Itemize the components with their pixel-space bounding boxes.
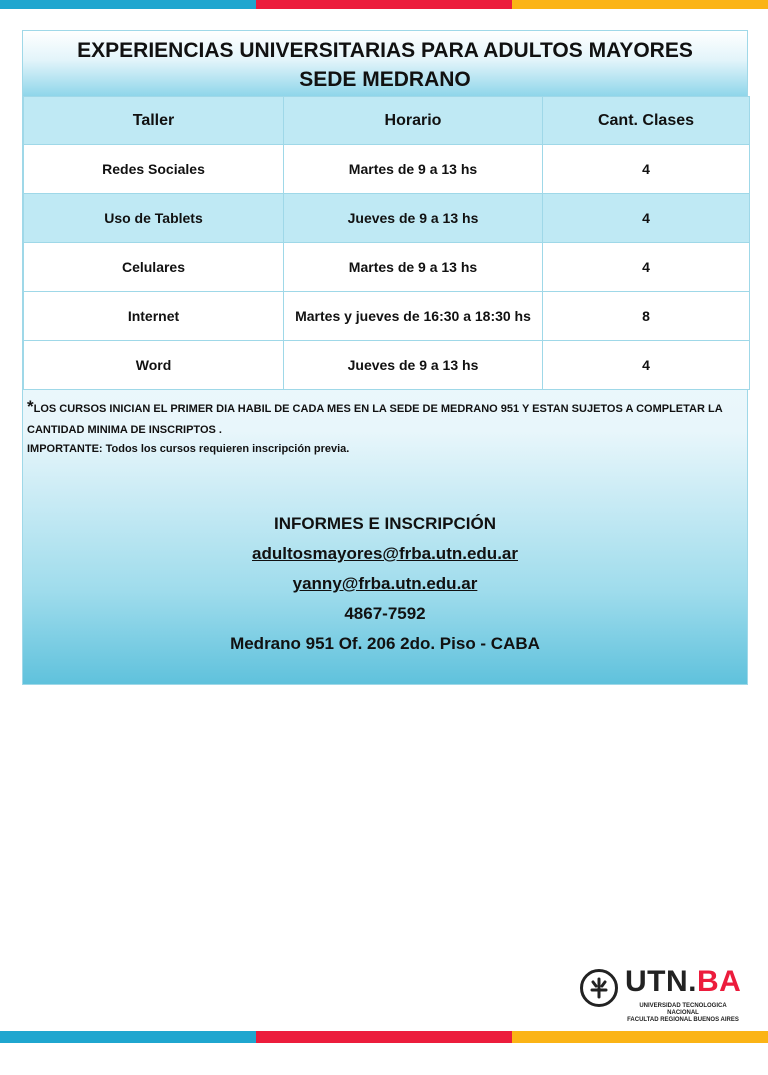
email-link-yanny[interactable]: yanny@frba.utn.edu.ar: [292, 574, 478, 593]
table-row: [24, 194, 750, 243]
table-row: [24, 145, 750, 194]
cell-cant-clases: 4: [543, 341, 750, 390]
cell-horario: Martes de 9 a 13 hs: [284, 145, 543, 194]
logo-wordmark: [625, 965, 741, 999]
cell-horario: Martes y jueves de 16:30 a 18:30 hs: [284, 292, 543, 341]
notes-important: IMPORTANTE: Todos los cursos requieren inscripción previa.: [27, 443, 350, 455]
course-panel: [22, 30, 748, 685]
logo-subtitle: [627, 1003, 739, 1024]
stripe-red: [256, 0, 512, 9]
course-notes: [23, 390, 747, 457]
cell-horario: Jueves de 9 a 13 hs: [284, 341, 543, 390]
asterisk: *: [27, 397, 34, 416]
cell-taller: Redes Sociales: [24, 145, 284, 194]
page-title: [23, 31, 747, 96]
cell-taller: Internet: [24, 292, 284, 341]
logo-sub-line-2: FACULTAD REGIONAL BUENOS AIRES: [627, 1017, 739, 1023]
stripe-blue: [0, 1031, 256, 1043]
table-row: [24, 243, 750, 292]
logo-word-utn: UTN.: [625, 965, 697, 998]
table-row: [24, 292, 750, 341]
cell-cant-clases: 4: [543, 145, 750, 194]
cell-cant-clases: 4: [543, 194, 750, 243]
cell-horario: Jueves de 9 a 13 hs: [284, 194, 543, 243]
table-header-row: [24, 97, 750, 145]
course-table: [23, 96, 750, 390]
cell-taller: Word: [24, 341, 284, 390]
utn-emblem-icon: [580, 969, 618, 1007]
contact-heading: INFORMES E INSCRIPCIÓN: [274, 514, 496, 533]
cell-cant-clases: 4: [543, 243, 750, 292]
stripe-red: [256, 1031, 512, 1043]
cell-horario: Martes de 9 a 13 hs: [284, 243, 543, 292]
stripe-blue: [0, 0, 256, 9]
title-line-1: EXPERIENCIAS UNIVERSITARIAS PARA ADULTOS MAYORES: [77, 39, 693, 62]
contact-address: Medrano 951 Of. 206 2do. Piso - CABA: [230, 634, 540, 653]
stripe-yellow: [512, 1031, 768, 1043]
cell-taller: Uso de Tablets: [24, 194, 284, 243]
cell-taller: Celulares: [24, 243, 284, 292]
notes-start-text: LOS CURSOS INICIAN EL PRIMER DIA HABIL DE CADA MES EN LA SEDE DE MEDRANO 951 Y ESTAN SUJETOS A COMPLETAR LA CANTIDAD MINIMA DE INSCRIPTOS .: [27, 403, 723, 436]
stripe-yellow: [512, 0, 768, 9]
column-header-horario: Horario: [284, 97, 543, 145]
column-header-cant-clases: Cant. Clases: [543, 97, 750, 145]
cell-cant-clases: 8: [543, 292, 750, 341]
logo-sub-line-1: UNIVERSIDAD TECNOLOGICA NACIONAL: [639, 1003, 727, 1016]
contact-phone: 4867-7592: [344, 604, 426, 623]
title-line-2: SEDE MEDRANO: [299, 68, 471, 91]
table-row: [24, 341, 750, 390]
logo-word-ba: BA: [697, 965, 742, 998]
email-link-adultosmayores[interactable]: adultosmayores@frba.utn.edu.ar: [252, 544, 518, 563]
top-color-stripe: [0, 0, 768, 9]
utn-emblem-glyph-icon: [586, 975, 612, 1001]
column-header-taller: Taller: [24, 97, 284, 145]
bottom-color-stripe: [0, 1031, 768, 1043]
notes-start-info: [27, 396, 743, 441]
utn-ba-logo: [578, 967, 748, 1021]
contact-block: [23, 509, 747, 659]
